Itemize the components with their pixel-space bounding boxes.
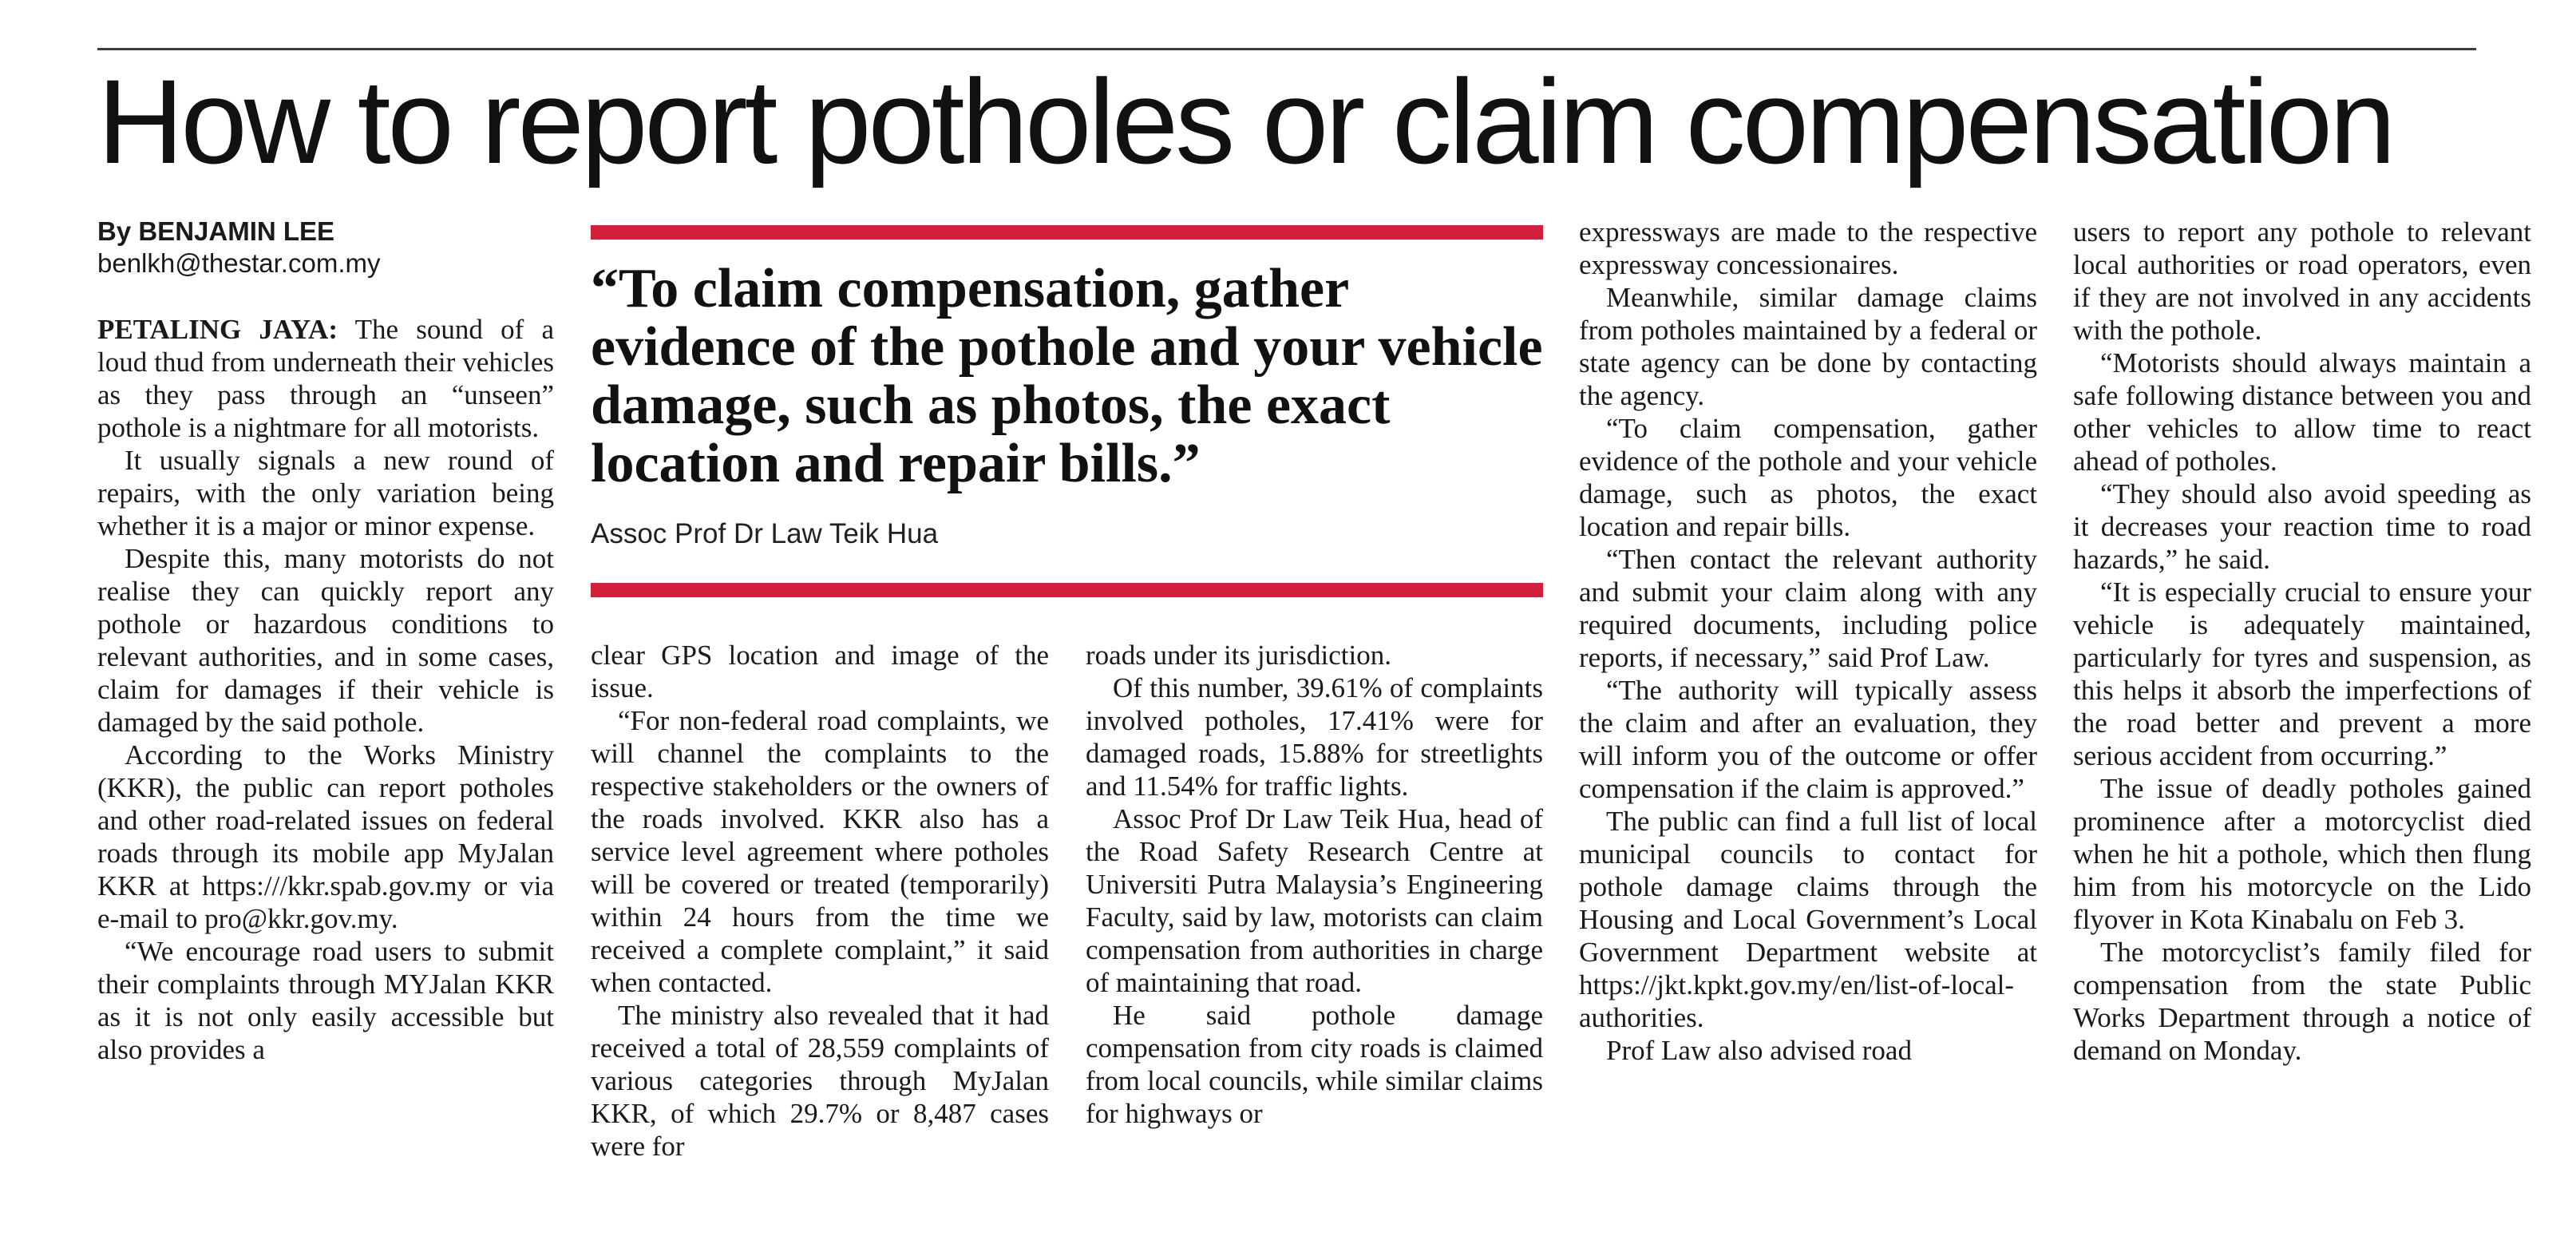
paragraph: Of this number, 39.61% of complaints involved potholes, 17.41% were for damaged roads, 15.88% for streetlights and 11.54% for traffic lights.: [1086, 672, 1543, 802]
paragraph: “It is especially crucial to ensure your vehicle is adequately maintained, particularly for tyres and suspension, as this helps it absorb the imperfections of the road better and prevent a more serious accident from occurring.”: [2073, 576, 2531, 771]
paragraph: Assoc Prof Dr Law Teik Hua, head of the Road Safety Research Centre at Universiti Putra Malaysia’s Engineering Faculty, said by law, motorists can claim compensation from authorities in charge of maintaining that road.: [1086, 803, 1543, 998]
lead-paragraph: [97, 313, 554, 444]
paragraph: “To claim compensation, gather evidence of the pothole and your vehicle damage, such as photos, the exact location and repair bills.: [1579, 413, 2037, 542]
paragraph-continued: roads under its jurisdiction.: [1086, 640, 1392, 671]
paragraph: The issue of deadly potholes gained prominence after a motorcyclist died when he hit a pothole, which then flung him from his motorcycle on the Lido flyover in Kota Kinabalu on Feb 3.: [2073, 773, 2531, 935]
byline-author: By BENJAMIN LEE: [97, 216, 335, 246]
paragraph: “The authority will typically assess the claim and after an evaluation, they will inform you of the outcome or offer compensation if the claim is approved.”: [1579, 675, 2037, 804]
article-column-5: [2073, 216, 2531, 1067]
paragraph: The public can find a full list of local municipal councils to contact for pothole damage claims through the Housing and Local Government’s Local Government Department website at https://jkt.kpkt.gov.my/en/list-of-local-authorities.: [1579, 806, 2037, 1033]
paragraph: “We encourage road users to submit their complaints through MYJalan KKR as it is not only easily accessible but also provides a: [97, 936, 554, 1065]
paragraph: “Motorists should always maintain a safe following distance between you and other vehicles to allow time to react ahead of potholes.: [2073, 347, 2531, 477]
paragraph: He said pothole damage compensation from city roads is claimed from local councils, while similar claims for highways or: [1086, 1000, 1543, 1129]
paragraph-continued: expressways are made to the respective expressway concessionaires.: [1579, 216, 2037, 280]
lead-text: The sound of a loud thud from underneath their vehicles as they pass through an “unseen” pothole is a nightmare for all motorists.: [97, 314, 554, 443]
dateline: PETALING JAYA:: [97, 314, 338, 345]
paragraph: “Then contact the relevant authority and submit your claim along with any required documents, including police reports, if necessary,” said Prof Law.: [1579, 544, 2037, 673]
paragraph: Meanwhile, similar damage claims from potholes maintained by a federal or state agency can be done by contacting the agency.: [1579, 282, 2037, 411]
paragraph: “They should also avoid speeding as it decreases your reaction time to road hazards,” he said.: [2073, 478, 2531, 575]
pullquote-bar-top: [591, 225, 1543, 240]
article-column-1: [97, 313, 554, 1066]
paragraph: According to the Works Ministry (KKR), the public can report potholes and other road-related issues on federal roads through its mobile app MyJalan KKR at https:///kkr.spab.gov.my or via e-mail to pro@kkr.gov.my.: [97, 739, 554, 934]
pullquote: “To claim compensation, gather evidence of the pothole and your vehicle damage, such as photos, the exact location and repair bills.”: [591, 258, 1543, 494]
paragraph: The motorcyclist’s family filed for compensation from the state Public Works Department through a notice of demand on Monday.: [2073, 937, 2531, 1066]
article-column-3: [1086, 639, 1543, 1130]
article-column-2: [591, 639, 1049, 1163]
paragraph: Prof Law also advised road: [1606, 1035, 1912, 1066]
article-column-4: [1579, 216, 2037, 1067]
top-rule: [97, 48, 2476, 50]
pullquote-attribution: Assoc Prof Dr Law Teik Hua: [591, 518, 939, 549]
byline-email: benlkh@thestar.com.my: [97, 248, 381, 278]
paragraph: Despite this, many motorists do not realise they can quickly report any pothole or hazardous conditions to relevant authorities, and in some cases, claim for damages if their vehicle is damaged by the said pothole.: [97, 543, 554, 738]
paragraph: The ministry also revealed that it had received a total of 28,559 complaints of various categories through MyJalan KKR, of which 29.7% or 8,487 cases were for: [591, 1000, 1049, 1162]
paragraph: “For non-federal road complaints, we will channel the complaints to the respective stakeholders or the owners of the roads involved. KKR also has a service level agreement where potholes will be covered or treated (temporarily) within 24 hours from the time we received a complete complaint,” it said when contacted.: [591, 705, 1049, 998]
pullquote-bar-bottom: [591, 583, 1543, 597]
paragraph: It usually signals a new round of repairs, with the only variation being whether it is a major or minor expense.: [97, 445, 554, 541]
paragraph-continued: clear GPS location and image of the issue.: [591, 640, 1049, 703]
paragraph-continued: users to report any pothole to relevant local authorities or road operators, even if they are not involved in any accidents with the pothole.: [2073, 216, 2531, 346]
headline: How to report potholes or claim compensation: [97, 54, 2393, 188]
byline: [97, 216, 380, 279]
